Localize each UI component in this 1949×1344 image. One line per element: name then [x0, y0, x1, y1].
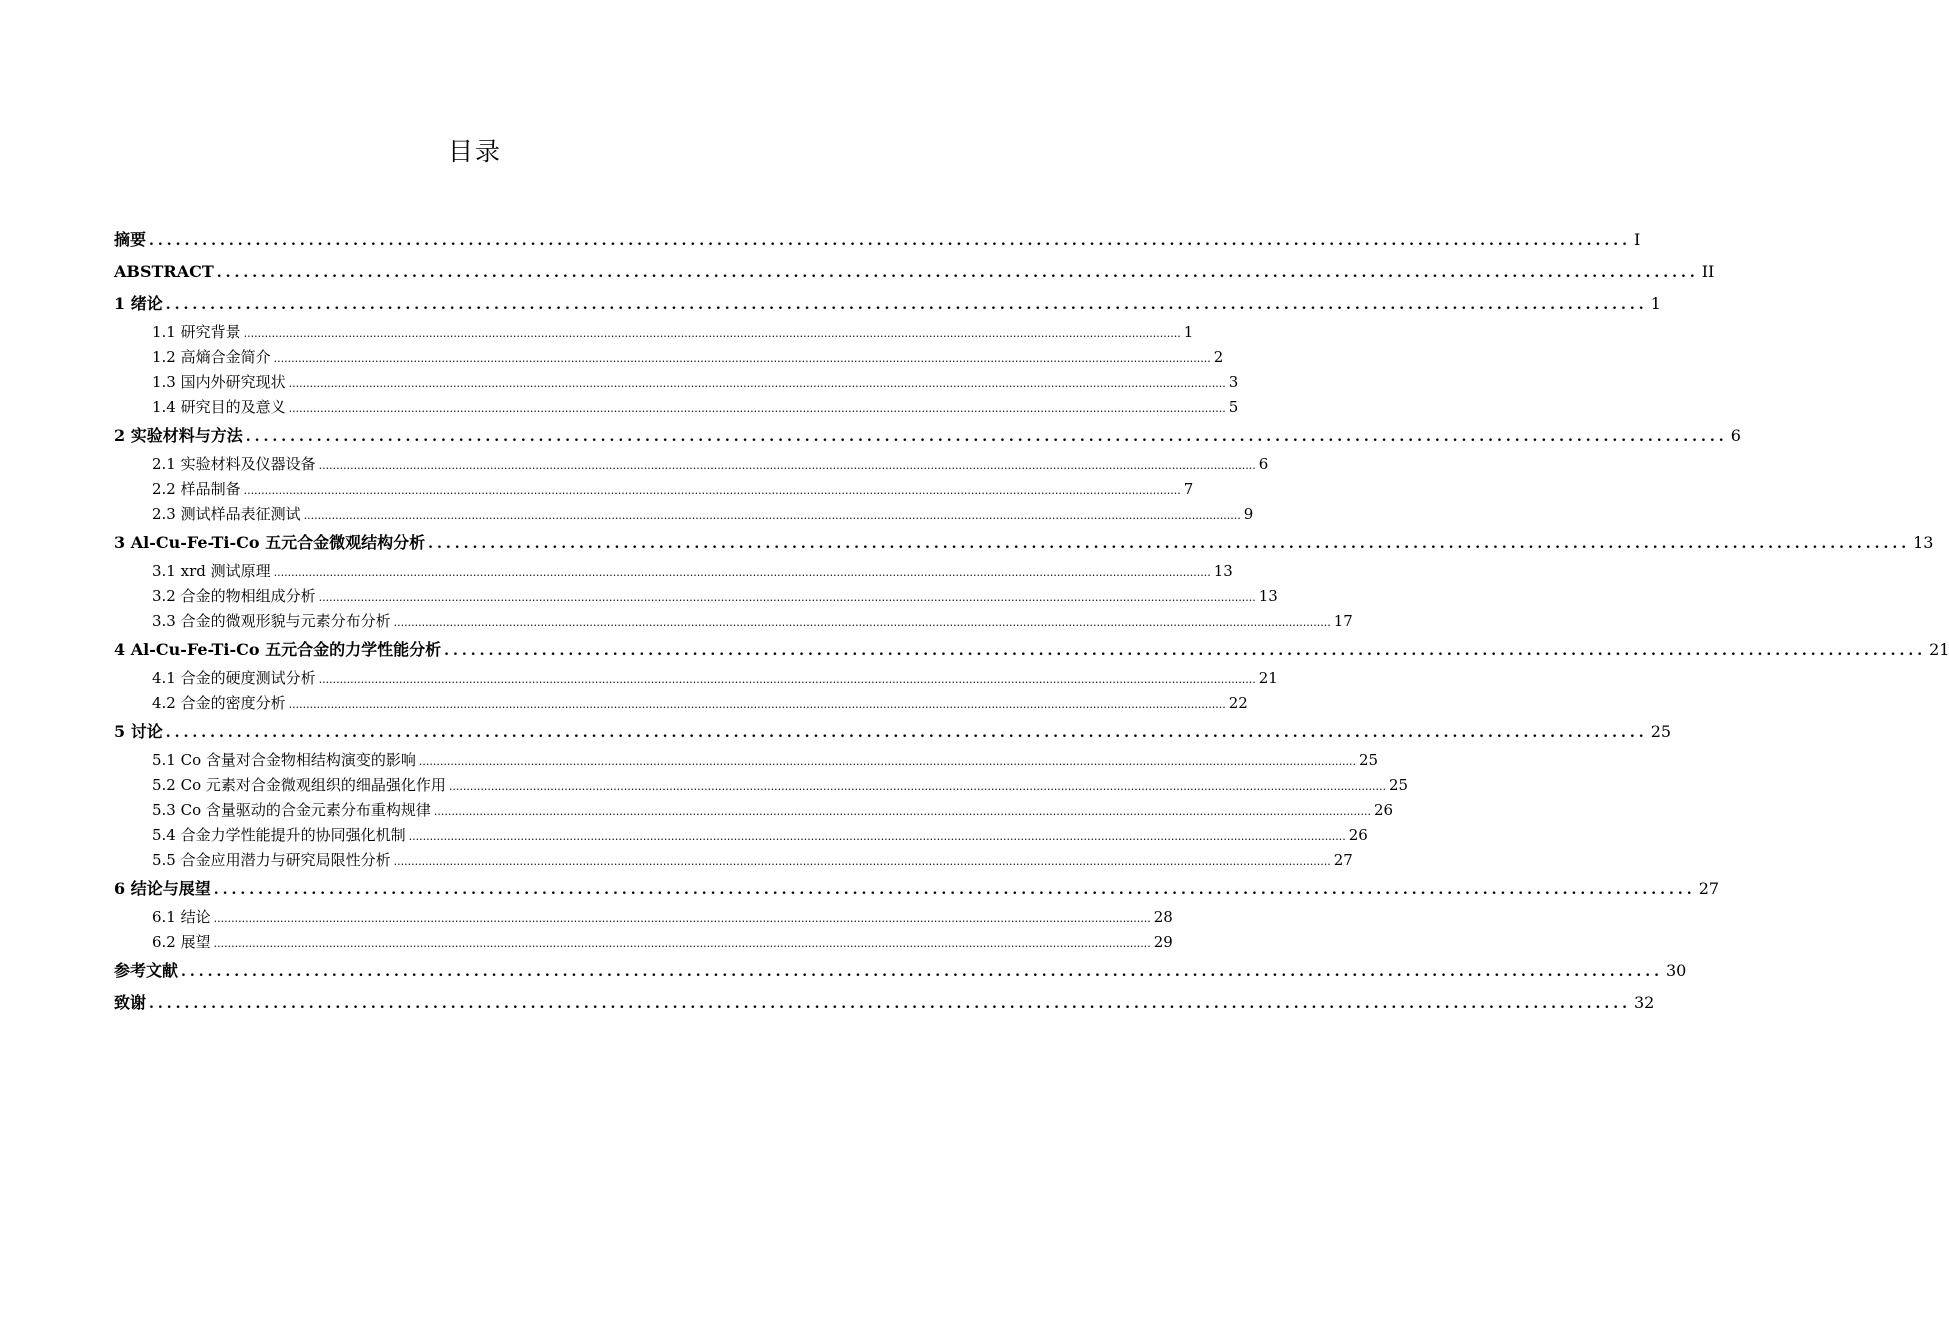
toc-entry[interactable] [114, 716, 1672, 748]
toc-entry-label: 5.3 Co 含量驱动的合金元素分布重构规律 [152, 801, 431, 819]
toc-entry[interactable] [114, 748, 1379, 773]
toc-entry[interactable] [114, 527, 1934, 559]
toc-entry-label: 5 讨论 [114, 722, 163, 741]
page-title: 目录 [447, 137, 502, 166]
toc-entry-page: 21 [1929, 640, 1949, 659]
toc-leader-dots: ....................................................................................................................................................................... [444, 643, 1927, 659]
table-of-contents [114, 224, 1949, 1019]
toc-leader-dots: ............................................................................................................................................................................................................................................................................ [418, 755, 1356, 768]
toc-entry-page: 26 [1348, 826, 1368, 844]
toc-entry[interactable] [114, 609, 1353, 634]
toc-entry-page: 25 [1650, 722, 1672, 741]
toc-entry-page: 25 [1359, 751, 1379, 769]
toc-leader-dots: ............................................................................................................................................................................................................................................................................ [318, 673, 1256, 686]
toc-entry-label: 参考文献 [114, 961, 179, 980]
toc-entry-page: 2 [1213, 348, 1224, 366]
toc-entry-label: 5.2 Co 元素对合金微观组织的细晶强化作用 [152, 776, 446, 794]
toc-entry[interactable] [114, 559, 1233, 584]
toc-leader-dots: ............................................................................................................................................................................................................................................................................ [243, 484, 1181, 497]
toc-entry[interactable] [114, 502, 1254, 527]
toc-entry[interactable] [114, 584, 1278, 609]
toc-entry-label: 5.4 合金力学性能提升的协同强化机制 [152, 826, 406, 844]
toc-entry-page: 21 [1258, 669, 1278, 687]
toc-entry-page: 9 [1243, 505, 1254, 523]
toc-entry[interactable] [114, 420, 1741, 452]
toc-entry-page: 29 [1153, 933, 1173, 951]
toc-entry-page: 30 [1665, 961, 1687, 980]
toc-entry[interactable] [114, 873, 1720, 905]
toc-leader-dots: ....................................................................................................................................................................... [181, 964, 1663, 980]
toc-entry-page: 13 [1258, 587, 1278, 605]
toc-entry-page: 6 [1730, 426, 1741, 445]
toc-entry[interactable] [114, 477, 1194, 502]
toc-leader-dots: ............................................................................................................................................................................................................................................................................ [273, 566, 1211, 579]
toc-entry-page: 28 [1153, 908, 1173, 926]
toc-entry-page: 13 [1213, 562, 1233, 580]
toc-entry[interactable] [114, 773, 1409, 798]
toc-leader-dots: ............................................................................................................................................................................................................................................................................ [243, 327, 1181, 340]
toc-leader-dots: ............................................................................................................................................................................................................................................................................ [448, 780, 1386, 793]
toc-entry-page: 3 [1228, 373, 1239, 391]
toc-leader-dots: ....................................................................................................................................................................... [245, 429, 1728, 445]
toc-entry[interactable] [114, 634, 1949, 666]
toc-entry-page: 32 [1633, 993, 1655, 1012]
toc-entry-label: 1 绪论 [114, 294, 163, 313]
toc-entry[interactable] [114, 395, 1239, 420]
toc-leader-dots: ....................................................................................................................................................................... [165, 725, 1648, 741]
toc-entry-label: 1.2 高熵合金简介 [152, 348, 271, 366]
toc-leader-dots: ............................................................................................................................................................................................................................................................................ [288, 377, 1226, 390]
toc-entry[interactable] [114, 288, 1661, 320]
toc-leader-dots: ............................................................................................................................................................................................................................................................................ [318, 591, 1256, 604]
toc-entry-page: I [1633, 230, 1641, 249]
toc-entry[interactable] [114, 848, 1353, 873]
toc-leader-dots: ....................................................................................................................................................................... [149, 996, 1631, 1012]
toc-entry-label: 2 实验材料与方法 [114, 426, 243, 445]
toc-entry-page: 27 [1333, 851, 1353, 869]
toc-entry-label: 6 结论与展望 [114, 879, 211, 898]
toc-entry[interactable] [114, 370, 1239, 395]
toc-entry-page: 13 [1913, 533, 1934, 552]
toc-leader-dots: ............................................................................................................................................................................................................................................................................ [393, 616, 1331, 629]
toc-entry-page: 27 [1698, 879, 1720, 898]
toc-entry-label: 2.3 测试样品表征测试 [152, 505, 301, 523]
toc-entry-page: 7 [1183, 480, 1194, 498]
toc-entry-label: 5.5 合金应用潜力与研究局限性分析 [152, 851, 391, 869]
toc-entry-page: II [1701, 262, 1715, 281]
toc-leader-dots: ............................................................................................................................................................................................................................................................................ [273, 352, 1211, 365]
toc-entry-page: 22 [1228, 694, 1248, 712]
toc-entry-label: 4.1 合金的硬度测试分析 [152, 669, 316, 687]
toc-entry-page: 6 [1258, 455, 1269, 473]
toc-entry-label: 摘要 [114, 230, 147, 249]
toc-leader-dots: ....................................................................................................................................................................... [216, 265, 1699, 281]
toc-entry[interactable] [114, 224, 1641, 256]
toc-entry-label: 6.1 结论 [152, 908, 211, 926]
toc-entry-label: 4.2 合金的密度分析 [152, 694, 286, 712]
toc-entry-label: 1.1 研究背景 [152, 323, 241, 341]
toc-entry[interactable] [114, 798, 1394, 823]
toc-entry[interactable] [114, 955, 1687, 987]
toc-entry[interactable] [114, 256, 1715, 288]
toc-entry[interactable] [114, 987, 1655, 1019]
toc-entry-label: 1.3 国内外研究现状 [152, 373, 286, 391]
toc-leader-dots: ............................................................................................................................................................................................................................................................................ [213, 937, 1151, 950]
toc-entry-page: 25 [1389, 776, 1409, 794]
toc-leader-dots: ............................................................................................................................................................................................................................................................................ [408, 830, 1346, 843]
toc-entry[interactable] [114, 320, 1194, 345]
toc-leader-dots: ....................................................................................................................................................................... [149, 233, 1631, 249]
toc-entry-page: 1 [1183, 323, 1194, 341]
toc-entry-page: 26 [1374, 801, 1394, 819]
toc-entry[interactable] [114, 345, 1224, 370]
toc-entry-label: 4 Al-Cu-Fe-Ti-Co 五元合金的力学性能分析 [114, 640, 442, 659]
toc-entry-label: 5.1 Co 含量对合金物相结构演变的影响 [152, 751, 416, 769]
toc-entry[interactable] [114, 823, 1368, 848]
toc-entry-label: 6.2 展望 [152, 933, 211, 951]
toc-entry-label: 3.3 合金的微观形貌与元素分布分析 [152, 612, 391, 630]
toc-entry[interactable] [114, 905, 1173, 930]
toc-leader-dots: ............................................................................................................................................................................................................................................................................ [288, 698, 1226, 711]
toc-entry[interactable] [114, 691, 1248, 716]
toc-entry-page: 1 [1650, 294, 1661, 313]
toc-entry-label: 3 Al-Cu-Fe-Ti-Co 五元合金微观结构分析 [114, 533, 426, 552]
toc-entry-page: 17 [1333, 612, 1353, 630]
toc-entry-label: 1.4 研究目的及意义 [152, 398, 286, 416]
toc-leader-dots: ....................................................................................................................................................................... [213, 882, 1696, 898]
toc-leader-dots: ....................................................................................................................................................................... [428, 536, 1911, 552]
toc-entry-label: ABSTRACT [114, 262, 214, 281]
toc-leader-dots: ............................................................................................................................................................................................................................................................................ [433, 805, 1371, 818]
toc-entry-label: 3.1 xrd 测试原理 [152, 562, 271, 580]
toc-entry-label: 2.2 样品制备 [152, 480, 241, 498]
toc-entry-label: 3.2 合金的物相组成分析 [152, 587, 316, 605]
toc-entry[interactable] [114, 930, 1173, 955]
toc-leader-dots: ............................................................................................................................................................................................................................................................................ [303, 509, 1241, 522]
toc-leader-dots: ............................................................................................................................................................................................................................................................................ [318, 459, 1256, 472]
toc-leader-dots: ............................................................................................................................................................................................................................................................................ [393, 855, 1331, 868]
toc-entry[interactable] [114, 666, 1278, 691]
toc-entry-label: 2.1 实验材料及仪器设备 [152, 455, 316, 473]
toc-entry[interactable] [114, 452, 1269, 477]
toc-entry-label: 致谢 [114, 993, 147, 1012]
toc-leader-dots: ............................................................................................................................................................................................................................................................................ [288, 402, 1226, 415]
toc-leader-dots: ....................................................................................................................................................................... [165, 297, 1648, 313]
toc-entry-page: 5 [1228, 398, 1239, 416]
toc-leader-dots: ............................................................................................................................................................................................................................................................................ [213, 912, 1151, 925]
